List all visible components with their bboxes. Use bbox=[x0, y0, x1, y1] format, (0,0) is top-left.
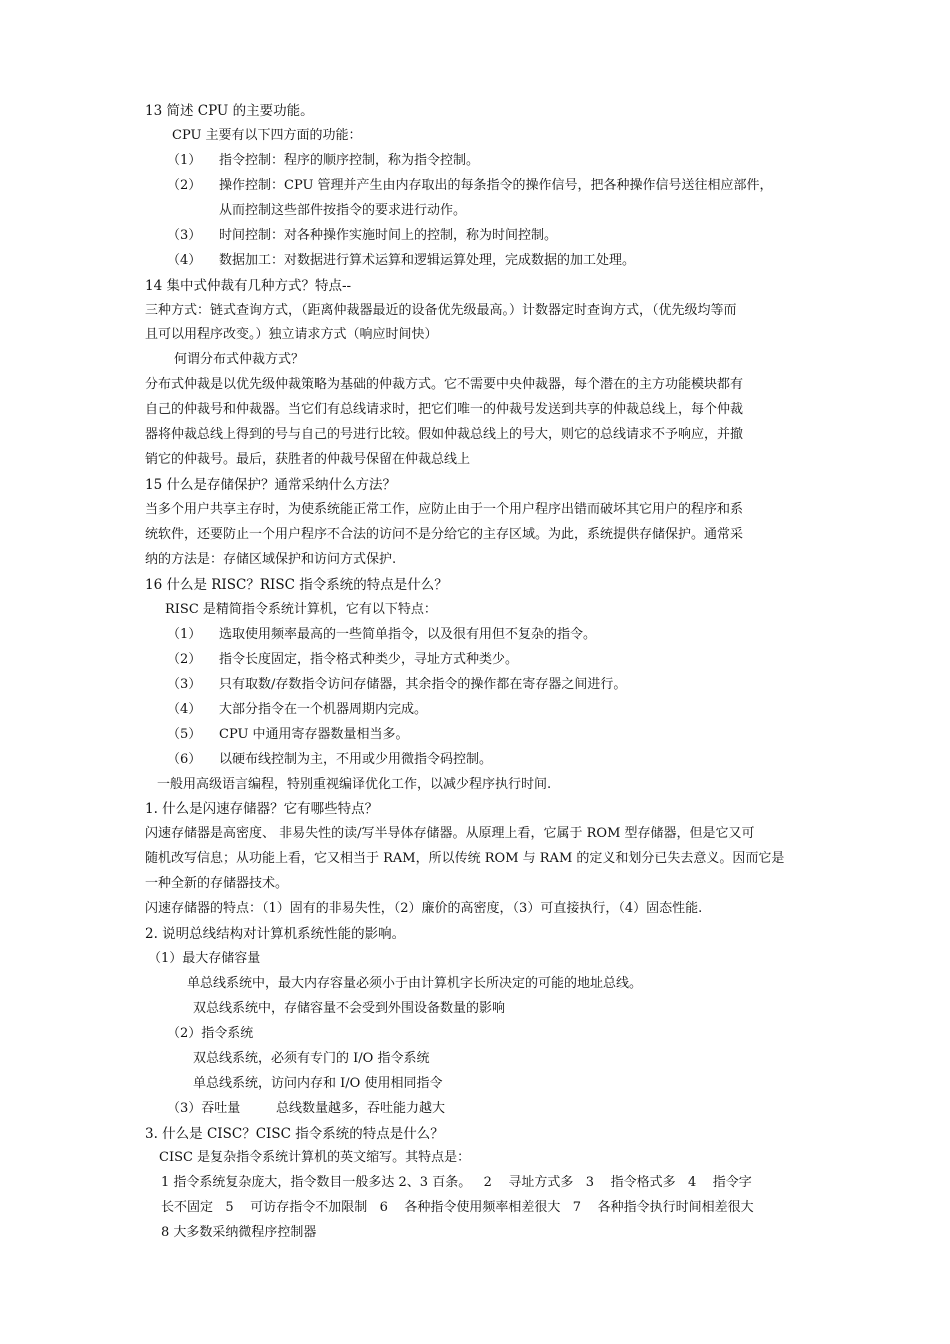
section-heading: （2）指令系统 bbox=[167, 1026, 254, 1041]
paragraph-line: 统软件，还要防止一个用户程序不合法的访问不是分给它的主存区域。为此，系统提供存储保护。通常采 bbox=[145, 527, 744, 542]
paragraph-line: 且可以用程序改变。）独立请求方式（响应时间快） bbox=[145, 327, 438, 342]
question-13-intro: CPU 主要有以下四方面的功能： bbox=[172, 128, 362, 143]
paragraph-line: 分布式仲裁是以优先级仲裁策略为基础的仲裁方式。它不需要中央仲裁器，每个潜在的主方功能模块都有 bbox=[145, 377, 744, 392]
part-1-title: 1. 什么是闪速存储器？它有哪些特点？ bbox=[145, 801, 379, 817]
item-number: （2） bbox=[167, 652, 202, 667]
paragraph-line: CISC 是复杂指令系统计算机的英文缩写。其特点是： bbox=[159, 1150, 471, 1165]
section-heading: （1）最大存储容量 bbox=[148, 951, 261, 966]
item-text: 选取使用频率最高的一些简单指令，以及很有用但不复杂的指令。 bbox=[219, 627, 597, 642]
item-number: （5） bbox=[167, 727, 202, 742]
question-16-outro: 一般用高级语言编程，特别重视编译优化工作，以减少程序执行时间. bbox=[157, 777, 552, 792]
item-text: 从而控制这些部件按指令的要求进行动作。 bbox=[219, 203, 467, 218]
paragraph-line: 8 大多数采纳微程序控制器 bbox=[161, 1225, 317, 1240]
item-text: 只有取数/存数指令访问存储器，其余指令的操作都在寄存器之间进行。 bbox=[219, 677, 627, 692]
paragraph-line: 器将仲裁总线上得到的号与自己的号进行比较。假如仲裁总线上的号大，则它的总线请求不予响应，并撤 bbox=[145, 427, 744, 442]
item-text: 指令长度固定，指令格式种类少，寻址方式种类少。 bbox=[219, 652, 519, 667]
paragraph-line: 纳的方法是：存储区域保护和访问方式保护. bbox=[145, 552, 397, 567]
paragraph-line: 总线数量越多，吞吐能力越大 bbox=[276, 1101, 446, 1116]
item-number: （1） bbox=[167, 627, 202, 642]
paragraph-line: 闪速存储器是高密度、 非易失性的读/写半导体存储器。从原理上看，它属于 ROM 型存储器，但是它又可 bbox=[145, 826, 755, 841]
section-heading: （3）吞吐量 bbox=[167, 1101, 241, 1116]
paragraph-line: 销它的仲裁号。最后，获胜者的仲裁号保留在仲裁总线上 bbox=[145, 452, 471, 467]
paragraph-line: 一种全新的存储器技术。 bbox=[145, 876, 289, 891]
item-text: 数据加工：对数据进行算术运算和逻辑运算处理，完成数据的加工处理。 bbox=[219, 253, 636, 268]
paragraph-line: 单总线系统中，最大内存容量必须小于由计算机字长所决定的可能的地址总线。 bbox=[187, 976, 643, 991]
item-number: （2） bbox=[167, 178, 202, 193]
paragraph-line: 长不固定 5 可访存指令不加限制 6 各种指令使用频率相差很大 7 各种指令执行时间相差很大 bbox=[161, 1200, 754, 1215]
part-3-title: 3. 什么是 CISC？CISC 指令系统的特点是什么？ bbox=[145, 1126, 444, 1142]
paragraph-line: 单总线系统，访问内存和 I/O 使用相同指令 bbox=[193, 1076, 443, 1091]
question-16-title: 16 什么是 RISC？RISC 指令系统的特点是什么？ bbox=[145, 577, 448, 593]
item-number: （1） bbox=[167, 153, 202, 168]
item-number: （6） bbox=[167, 752, 202, 767]
paragraph-line: 1 指令系统复杂庞大，指令数目一般多达 2、3 百条。 2 寻址方式多 3 指令格式多 4 指令字 bbox=[161, 1175, 752, 1190]
item-number: （4） bbox=[167, 702, 202, 717]
item-number: （3） bbox=[167, 677, 202, 692]
item-text: 操作控制：CPU 管理并产生由内存取出的每条指令的操作信号，把各种操作信号送往相应部件， bbox=[219, 178, 773, 193]
item-text: 以硬布线控制为主，不用或少用微指令码控制。 bbox=[219, 752, 493, 767]
paragraph-line: 当多个用户共享主存时，为使系统能正常工作，应防止由于一个用户程序出错而破坏其它用户的程序和系 bbox=[145, 502, 744, 517]
question-16-intro: RISC 是精简指令系统计算机，它有以下特点： bbox=[165, 602, 437, 617]
paragraph-line: 自己的仲裁号和仲裁器。当它们有总线请求时，把它们唯一的仲裁号发送到共享的仲裁总线上，每个仲裁 bbox=[145, 402, 744, 417]
item-text: 时间控制：对各种操作实施时间上的控制，称为时间控制。 bbox=[219, 228, 558, 243]
question-13-title: 13 简述 CPU 的主要功能。 bbox=[145, 103, 314, 119]
question-15-title: 15 什么是存储保护？通常采纳什么方法？ bbox=[145, 477, 396, 493]
item-number: （4） bbox=[167, 253, 202, 268]
item-number: （3） bbox=[167, 228, 202, 243]
item-text: 大部分指令在一个机器周期内完成。 bbox=[219, 702, 428, 717]
paragraph-line: 双总线系统中，存储容量不会受到外围设备数量的影响 bbox=[193, 1001, 506, 1016]
paragraph-line: 闪速存储器的特点：（1）固有的非易失性，（2）廉价的高密度，（3）可直接执行，（4）固态性能. bbox=[145, 901, 703, 916]
question-14-sub-question: 何谓分布式仲裁方式？ bbox=[174, 352, 305, 367]
paragraph-line: 三种方式：链式查询方式，（距离仲裁器最近的设备优先级最高。）计数器定时查询方式，（优先级均等而 bbox=[145, 303, 737, 318]
question-14-title: 14 集中式仲裁有几种方式？特点-- bbox=[145, 278, 352, 294]
item-text: 指令控制：程序的顺序控制，称为指令控制。 bbox=[219, 153, 480, 168]
part-2-title: 2. 说明总线结构对计算机系统性能的影响。 bbox=[145, 926, 406, 942]
item-text: CPU 中通用寄存器数量相当多。 bbox=[219, 727, 409, 742]
paragraph-line: 随机改写信息；从功能上看，它又相当于 RAM，所以传统 ROM 与 RAM 的定义和划分已失去意义。因而它是 bbox=[145, 851, 785, 866]
paragraph-line: 双总线系统，必须有专门的 I/O 指令系统 bbox=[193, 1051, 430, 1066]
